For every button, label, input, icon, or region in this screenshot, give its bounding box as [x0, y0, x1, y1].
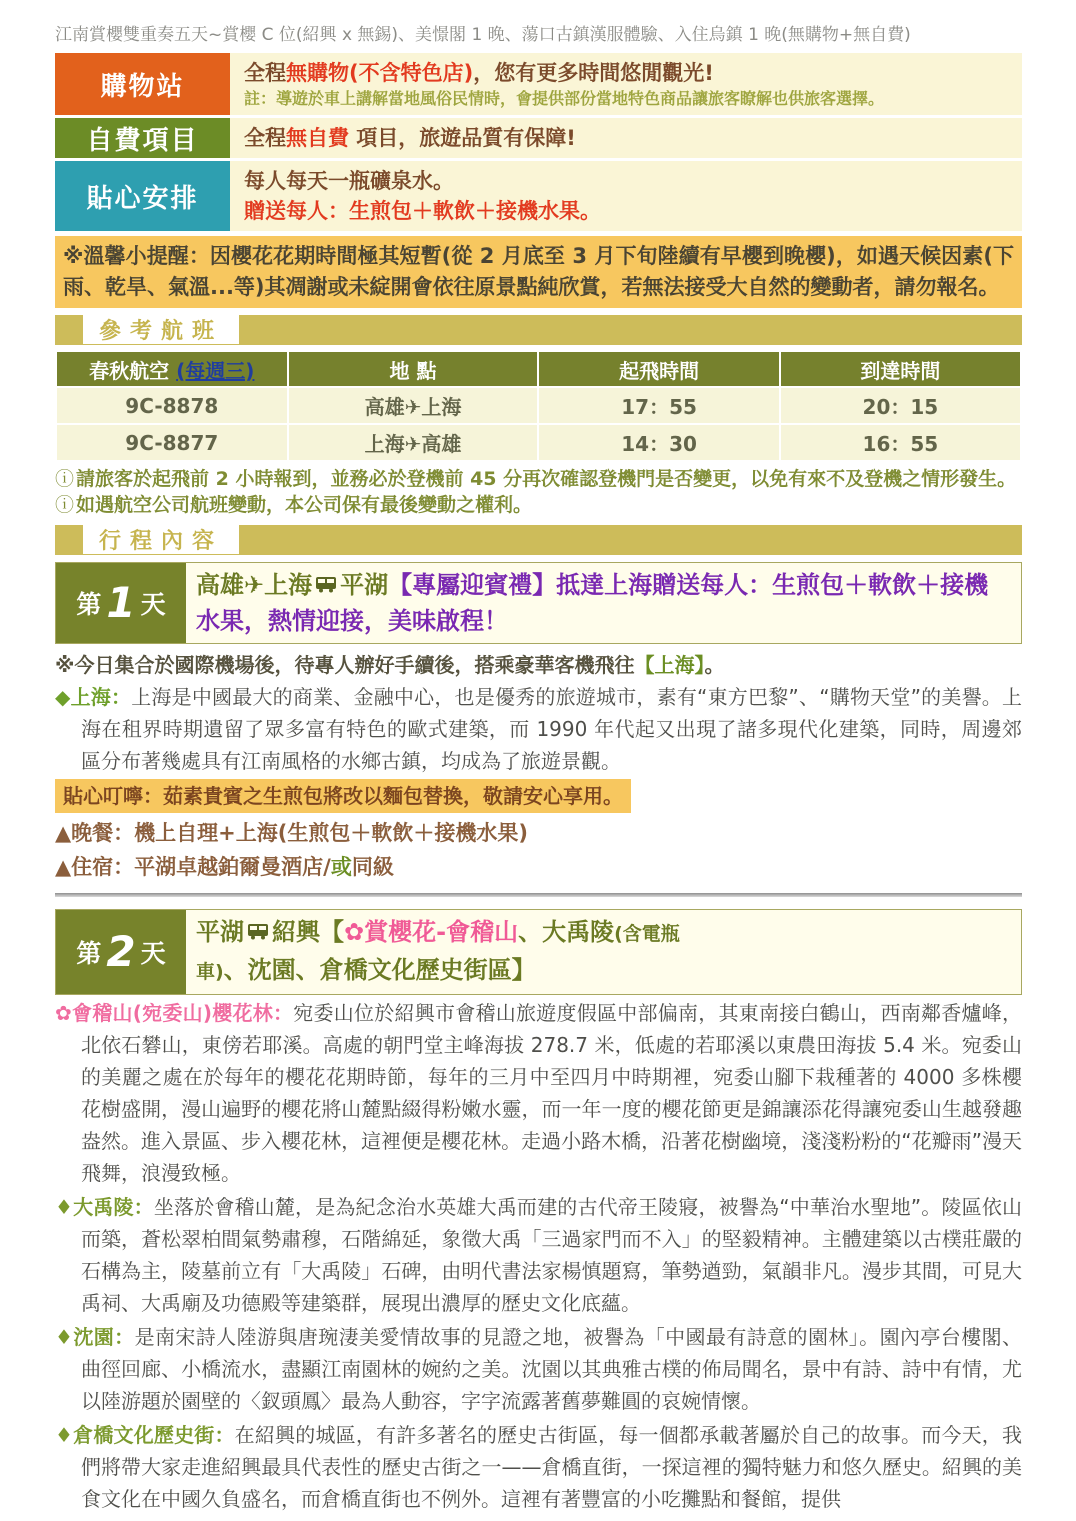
hotel-name: ▲住宿：平湖卓越鉑爾曼酒店/ [55, 855, 331, 879]
hotel-or: 或 [330, 855, 352, 879]
depart-time: 14：30 [538, 424, 779, 461]
day-number: 1 [106, 578, 136, 627]
shopping-label: 購物站 [55, 53, 230, 115]
kuaijishan-paragraph [55, 997, 1022, 1189]
flight-table [55, 350, 1022, 462]
shanghai-body: 上海是中國最大的商業、金融中心，也是優秀的旅遊城市，素有“東方巴黎”、“購物天堂”的美譽。上海在租界時期遺留了眾多富有特色的歐式建築，而 1990 年代起又出現了諸多現代化建築，同時，周邊郊區分布著幾處具有江南風格的水鄉古鎮，均成為了旅遊景觀。 [81, 685, 1022, 773]
blossom-reminder-box: ※溫馨小提醒：因櫻花花期時間極其短暫(從 2 月底至 3 月下旬陸續有早櫻到晚櫻)，如遇天候因素(下雨、乾旱、氣溫...等)其凋謝或未綻開會依往原景點純欣賞，若無法接受大自然的變動者，請勿報名。 [55, 236, 1022, 308]
day2-box [55, 909, 1022, 995]
airline-header [56, 351, 288, 387]
day1-intro-text: ※今日集合於國際機場後，待專人辦好手續後，搭乘豪華客機飛往 [55, 653, 635, 677]
day2-route-from: 平湖 [196, 918, 244, 946]
flight-number: 9C-8877 [56, 424, 288, 461]
day-label-suffix: 天 [140, 939, 166, 968]
flight-number: 9C-8878 [56, 387, 288, 424]
info-icon: ⓘ [55, 468, 75, 490]
flight-row [56, 424, 1021, 461]
plane-icon: ✈ [404, 432, 422, 456]
route-from: 上海 [364, 432, 405, 456]
flight-notes [55, 466, 1022, 518]
cangqiao-title: 倉橋文化歷史街： [73, 1423, 235, 1447]
day-number: 2 [106, 927, 136, 976]
diamond-icon: ♦ [55, 1325, 74, 1349]
no-fee-highlight: 無自費 [286, 126, 349, 150]
route-from: 高雄 [364, 395, 405, 419]
diamond-icon: ♦ [55, 1195, 74, 1219]
arrive-time: 16：55 [780, 424, 1021, 461]
optional-suffix: 項目，旅遊品質有保障! [349, 126, 576, 150]
care-label: 貼心安排 [55, 161, 230, 231]
shanghai-paragraph [55, 681, 1022, 777]
dayuling-body: 坐落於會稽山麓，是為紀念治水英雄大禹而建的古代帝王陵寢，被譽為“中華治水聖地”。陵區依山而築，蒼松翠柏間氣勢肅穆，石階綿延，象徵大禹「三過家門而不入」的堅毅精神。主體建築以古樸莊嚴的石構為主，陵墓前立有「大禹陵」石碑，由明代書法家楊慎題寫，筆勢遒勁，氣韻非凡。漫步其間，可見大禹祠、大禹廟及功德殿等建築群，展現出濃厚的歷史文化底蘊。 [81, 1195, 1022, 1315]
day1-route-to: 平湖 [340, 571, 389, 599]
page-title: 江南賞櫻雙重奏五天~賞櫻 C 位(紹興 x 無錫)、美憬閣 1 晚、蕩口古鎮漢服體驗、入住烏鎮 1 晚(無購物+無自費) [55, 25, 911, 45]
optional-fee-content [230, 118, 1022, 158]
itinerary-section-header [55, 525, 1022, 555]
dayuling-title: 大禹陵： [73, 1195, 154, 1219]
day2-title-small-note: (含電瓶車) [196, 923, 680, 983]
bus-icon [315, 576, 337, 593]
care-line2: 贈送每人：生煎包＋軟飲＋接機水果。 [244, 199, 601, 223]
dayuling-paragraph [55, 1191, 1022, 1319]
arrive-header: 到達時間 [780, 351, 1021, 387]
day2-title-blossom: 賞櫻花-會稽山 [364, 918, 519, 946]
hotel-equivalent: 同級 [351, 855, 394, 879]
blossom-icon: ✿ [344, 918, 365, 946]
day-divider [55, 893, 1022, 897]
shopping-policy-row [55, 53, 1022, 115]
shenyuan-paragraph [55, 1321, 1022, 1417]
flight-note-text: 請旅客於起飛前 2 小時報到，並務必於登機前 45 分再次確認登機門是否變更，以免有來不及登機之情形發生。 [76, 468, 1017, 490]
day1-box [55, 562, 1022, 644]
cangqiao-paragraph [55, 1419, 1022, 1515]
itinerary-section-title: 行程內容 [83, 525, 239, 554]
plane-icon: ✈ [404, 395, 422, 419]
plane-icon: ✈ [244, 571, 265, 599]
day1-title-highlight: 【專屬迎賓禮】抵達上海贈送每人：生煎包＋軟飲＋接機水果，熱情迎接，美味啟程！ [196, 571, 989, 635]
shanghai-title: 上海： [70, 685, 132, 709]
shopping-line [244, 58, 1008, 88]
day2-route-to: 紹興【 [272, 918, 344, 946]
day1-label [56, 563, 186, 643]
flight-row [56, 387, 1021, 424]
route-to: 高雄 [421, 432, 462, 456]
no-shopping-highlight: 無購物(不含特色店) [286, 61, 474, 85]
day2-title-rest: 、沈園、倉橋文化歷史街區】 [223, 956, 536, 984]
vegetarian-tip: 貼心叮嚀：茹素貴賓之生煎包將改以麵包替換，敬請安心享用。 [55, 779, 631, 813]
depart-time: 17：55 [538, 387, 779, 424]
airline-name: 春秋航空 [89, 358, 170, 383]
blossom-icon: ✿ [55, 1001, 73, 1025]
flight-note [55, 492, 1022, 518]
care-line1: 每人每天一瓶礦泉水。 [244, 169, 454, 193]
day1-intro-destination: 【上海】 [634, 653, 705, 677]
day1-route-mid: 上海 [264, 571, 313, 599]
day1-intro-period: 。 [704, 653, 725, 677]
flight-section-header [55, 315, 1022, 345]
day1-intro [55, 651, 1022, 679]
shenyuan-title: 沈園： [73, 1325, 135, 1349]
day2-label [56, 910, 186, 994]
flight-route [288, 387, 539, 424]
diamond-icon: ◆ [55, 685, 71, 709]
day-label-prefix: 第 [76, 939, 102, 968]
shopping-prefix: 全程 [244, 61, 286, 85]
flight-note-text: 如遇航空公司航班變動，本公司保有最後變動之權利。 [76, 494, 533, 516]
day1-hotel [55, 853, 1022, 881]
frequency-note: (每週三) [176, 358, 255, 383]
shopping-note: 註：導遊於車上講解當地風俗民情時，會提供部份當地特色商品讓旅客瞭解也供旅客選擇。 [244, 89, 885, 108]
shopping-content [230, 53, 1022, 115]
day-label-suffix: 天 [140, 590, 166, 619]
flight-section-title: 參考航班 [83, 315, 239, 344]
route-to: 上海 [421, 395, 462, 419]
kuaijishan-title: 會稽山(宛委山)櫻花林： [72, 1001, 294, 1025]
shenyuan-body: 是南宋詩人陸游與唐琬淒美愛情故事的見證之地，被譽為「中國最有詩意的園林」。園內亭台樓閣、曲徑回廊、小橋流水，盡顯江南園林的婉約之美。沈園以其典雅古樸的佈局聞名，景中有詩、詩中有情，尤以陸游題於園壁的〈釵頭鳳〉最為人動容，字字流露著舊夢難圓的哀婉情懷。 [81, 1325, 1023, 1413]
diamond-icon: ♦ [55, 1423, 74, 1447]
route-header: 地 點 [288, 351, 539, 387]
shopping-suffix: ，您有更多時間悠閒觀光! [473, 61, 714, 85]
day-label-prefix: 第 [76, 590, 102, 619]
bus-icon [247, 923, 269, 940]
optional-fee-row [55, 118, 1022, 158]
optional-fee-label: 自費項目 [55, 118, 230, 158]
day1-title [186, 563, 1021, 643]
arrive-time: 20：15 [780, 387, 1021, 424]
day1-dinner: ▲晚餐：機上自理+上海(生煎包＋軟飲＋接機水果) [55, 821, 528, 845]
flight-table-header-row [56, 351, 1021, 387]
info-icon: ⓘ [55, 494, 75, 516]
day1-route-from: 高雄 [196, 571, 244, 599]
kuaijishan-body: 宛委山位於紹興市會稽山旅遊度假區中部偏南，其東南接白鶴山，西南鄰香爐峰，北依石礬山，東傍若耶溪。高處的朝門堂主峰海拔 278.7 米，低處的若耶溪以東農田海拔 5.4 米。宛委山的美麗之處在於每年的櫻花花期時節，每年的三月中至四月中時期裡，宛委山腳下栽種著的 4000 多株櫻花樹盛開，漫山遍野的櫻花將山麓點綴得粉嫩水靈，而一年一度的櫻花節更是錦讓添花得讓宛委山生越發趣盎然。進入景區、步入櫻花林，這裡便是櫻花林。走過小路木橋，沿著花樹幽境，淺淺粉粉的“花瓣雨”漫天飛舞，浪漫致極。 [81, 1001, 1023, 1185]
care-arrangement-row [55, 161, 1022, 231]
day2-title [186, 910, 1021, 994]
care-content [230, 161, 1022, 231]
document-content [55, 0, 1022, 1515]
flight-note [55, 466, 1022, 492]
optional-prefix: 全程 [244, 126, 286, 150]
flight-route [288, 424, 539, 461]
day2-title-mid: 、大禹陵 [518, 918, 615, 946]
depart-header: 起飛時間 [538, 351, 779, 387]
optional-fee-line [244, 123, 1008, 153]
cangqiao-body: 在紹興的城區，有許多著名的歷史古街區，每一個都承載著屬於自己的故事。而今天，我們將帶大家走進紹興最具代表性的歷史古街之一——倉橋直街，一探這裡的獨特魅力和悠久歷史。紹興的美食文化在中國久負盛名，而倉橋直街也不例外。這裡有著豐富的小吃攤點和餐館，提供 [81, 1423, 1022, 1511]
